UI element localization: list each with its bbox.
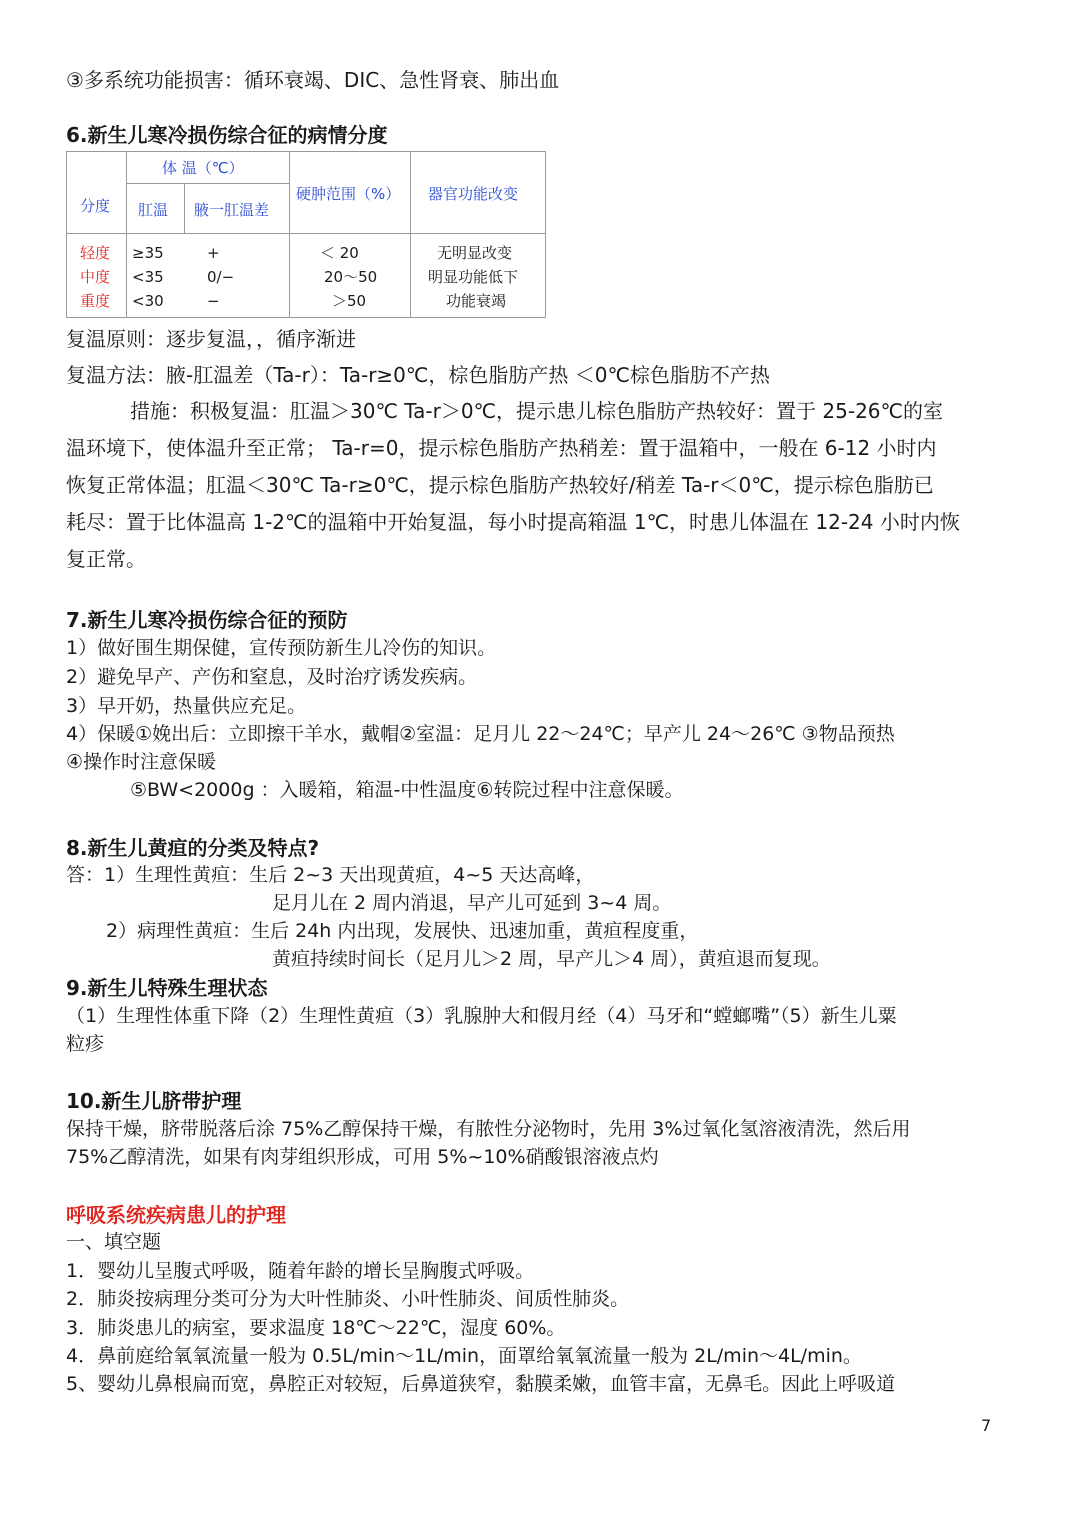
rewarm-method: 复温方法：腋-肛温差（Ta-r）：Ta-r≥0℃，棕色脂肪产热 ＜0℃棕色脂肪不产热 <box>66 363 770 387</box>
row-1-diff: + <box>207 244 220 262</box>
row-1-rectal: ≥35 <box>132 244 164 262</box>
prevention-item-4: 4）保暖①娩出后：立即擦干羊水，戴帽②室温：足月儿 22～24℃；早产儿 24～26℃ ③物品预热 <box>66 723 895 745</box>
section-6-title: 6.新生儿寒冷损伤综合征的病情分度 <box>66 123 388 147</box>
row-3-rectal: <30 <box>132 292 164 310</box>
special-state-line-2: 粒疹 <box>66 1033 105 1055</box>
fill-blank-3: 3．肺炎患儿的病室，要求温度 18℃～22℃，湿度 60%。 <box>66 1317 566 1339</box>
row-2-diff: 0/− <box>207 268 235 286</box>
prevention-item-3: 3）早开奶，热量供应充足。 <box>66 695 307 717</box>
page-number: 7 <box>981 1416 992 1435</box>
header-organ: 器官功能改变 <box>428 185 519 203</box>
cord-care-line-2: 75%乙醇清洗，如果有肉芽组织形成，可用 5%~10%硝酸银溶液点灼 <box>66 1146 659 1168</box>
respiratory-heading: 呼吸系统疾病患儿的护理 <box>66 1203 286 1227</box>
header-grade: 分度 <box>80 197 111 215</box>
prevention-item-4c: ⑤BW<2000g ：入暖箱，箱温-中性温度⑥转院过程中注意保暖。 <box>130 779 684 801</box>
row-3-scope: ＞50 <box>332 292 367 310</box>
prevention-item-1: 1）做好围生期保健，宣传预防新生儿冷伤的知识。 <box>66 637 497 659</box>
measures-line-5: 复正常。 <box>66 547 146 571</box>
header-body-temp: 体 温（℃） <box>162 159 244 177</box>
fill-blank-2: 2．肺炎按病理分类可分为大叶性肺炎、小叶性肺炎、间质性肺炎。 <box>66 1288 630 1310</box>
measures-line-1: 措施：积极复温：肛温＞30℃ Ta-r＞0℃，提示患儿棕色脂肪产热较好：置于 25-26℃的室 <box>130 399 943 423</box>
row-1-scope: ＜ 20 <box>320 244 359 262</box>
jaundice-line-3: 2）病理性黄疸：生后 24h 内出现，发展快、迅速加重，黄疸程度重， <box>106 920 699 942</box>
row-3-diff: − <box>207 292 220 310</box>
header-rectal: 肛温 <box>138 201 169 219</box>
prevention-item-2: 2）避免早产、产伤和窒息，及时治疗诱发疾病。 <box>66 666 478 688</box>
section-10-title: 10.新生儿脐带护理 <box>66 1089 242 1113</box>
prevention-item-4b: ④操作时注意保暖 <box>66 751 217 773</box>
measures-line-4: 耗尽：置于比体温高 1-2℃的温箱中开始复温，每小时提高箱温 1℃，时患儿体温在 12-24 小时内恢 <box>66 510 960 534</box>
section-7-title: 7.新生儿寒冷损伤综合征的预防 <box>66 608 348 632</box>
jaundice-line-4: 黄疸持续时间长（足月儿＞2 周，早产儿＞4 周），黄疸退而复现。 <box>272 948 831 970</box>
measures-line-2: 温环境下，使体温升至正常； Ta-r=0，提示棕色脂肪产热稍差：置于温箱中，一般在 6-12 小时内 <box>66 436 937 460</box>
row-2-organ: 明显功能低下 <box>428 268 519 286</box>
section-9-title: 9.新生儿特殊生理状态 <box>66 976 268 1000</box>
jaundice-line-1: 答：1）生理性黄疸：生后 2~3 天出现黄疸，4~5 天达高峰， <box>66 864 595 886</box>
measures-line-3: 恢复正常体温；肛温＜30℃ Ta-r≥0℃，提示棕色脂肪产热较好/稍差 Ta-r＜0℃，提示棕色脂肪已 <box>66 473 934 497</box>
row-1-organ: 无明显改变 <box>437 244 513 262</box>
header-temp-diff: 腋一肛温差 <box>194 201 270 219</box>
cord-care-line-1: 保持干燥，脐带脱落后涂 75%乙醇保持干燥，有脓性分泌物时，先用 3%过氧化氢溶液清洗，然后用 <box>66 1118 911 1140</box>
row-3-organ: 功能衰竭 <box>446 292 507 310</box>
row-2-rectal: <35 <box>132 268 164 286</box>
special-state-line-1: （1）生理性体重下降（2）生理性黄疸（3）乳腺肿大和假月经（4）马牙和“螳螂嘴”（5）新生儿粟 <box>66 1005 897 1027</box>
row-2-grade: 中度 <box>80 268 111 286</box>
fill-blank-heading: 一、填空题 <box>66 1231 162 1253</box>
row-3-grade: 重度 <box>80 292 111 310</box>
rewarm-principle: 复温原则：逐步复温，，循序渐进 <box>66 327 356 351</box>
section-8-title: 8.新生儿黄疸的分类及特点? <box>66 836 320 860</box>
row-1-grade: 轻度 <box>80 244 111 262</box>
severity-table <box>66 151 546 318</box>
fill-blank-5: 5、婴幼儿鼻根扁而宽，鼻腔正对较短，后鼻道狭窄，黏膜柔嫩，血管丰富，无鼻毛。因此上呼吸道 <box>66 1373 896 1395</box>
fill-blank-1: 1．婴幼儿呈腹式呼吸，随着年龄的增长呈胸腹式呼吸。 <box>66 1260 535 1282</box>
header-scope: 硬肿范围（%） <box>296 185 401 203</box>
top-line: ③多系统功能损害：循环衰竭、DIC、急性肾衰、肺出血 <box>66 68 560 92</box>
row-2-scope: 20～50 <box>324 268 378 286</box>
fill-blank-4: 4．鼻前庭给氧氧流量一般为 0.5L/min～1L/min，面罩给氧氧流量一般为 2L/min～4L/min。 <box>66 1345 862 1367</box>
jaundice-line-2: 足月儿在 2 周内消退，早产儿可延到 3~4 周。 <box>272 892 672 914</box>
